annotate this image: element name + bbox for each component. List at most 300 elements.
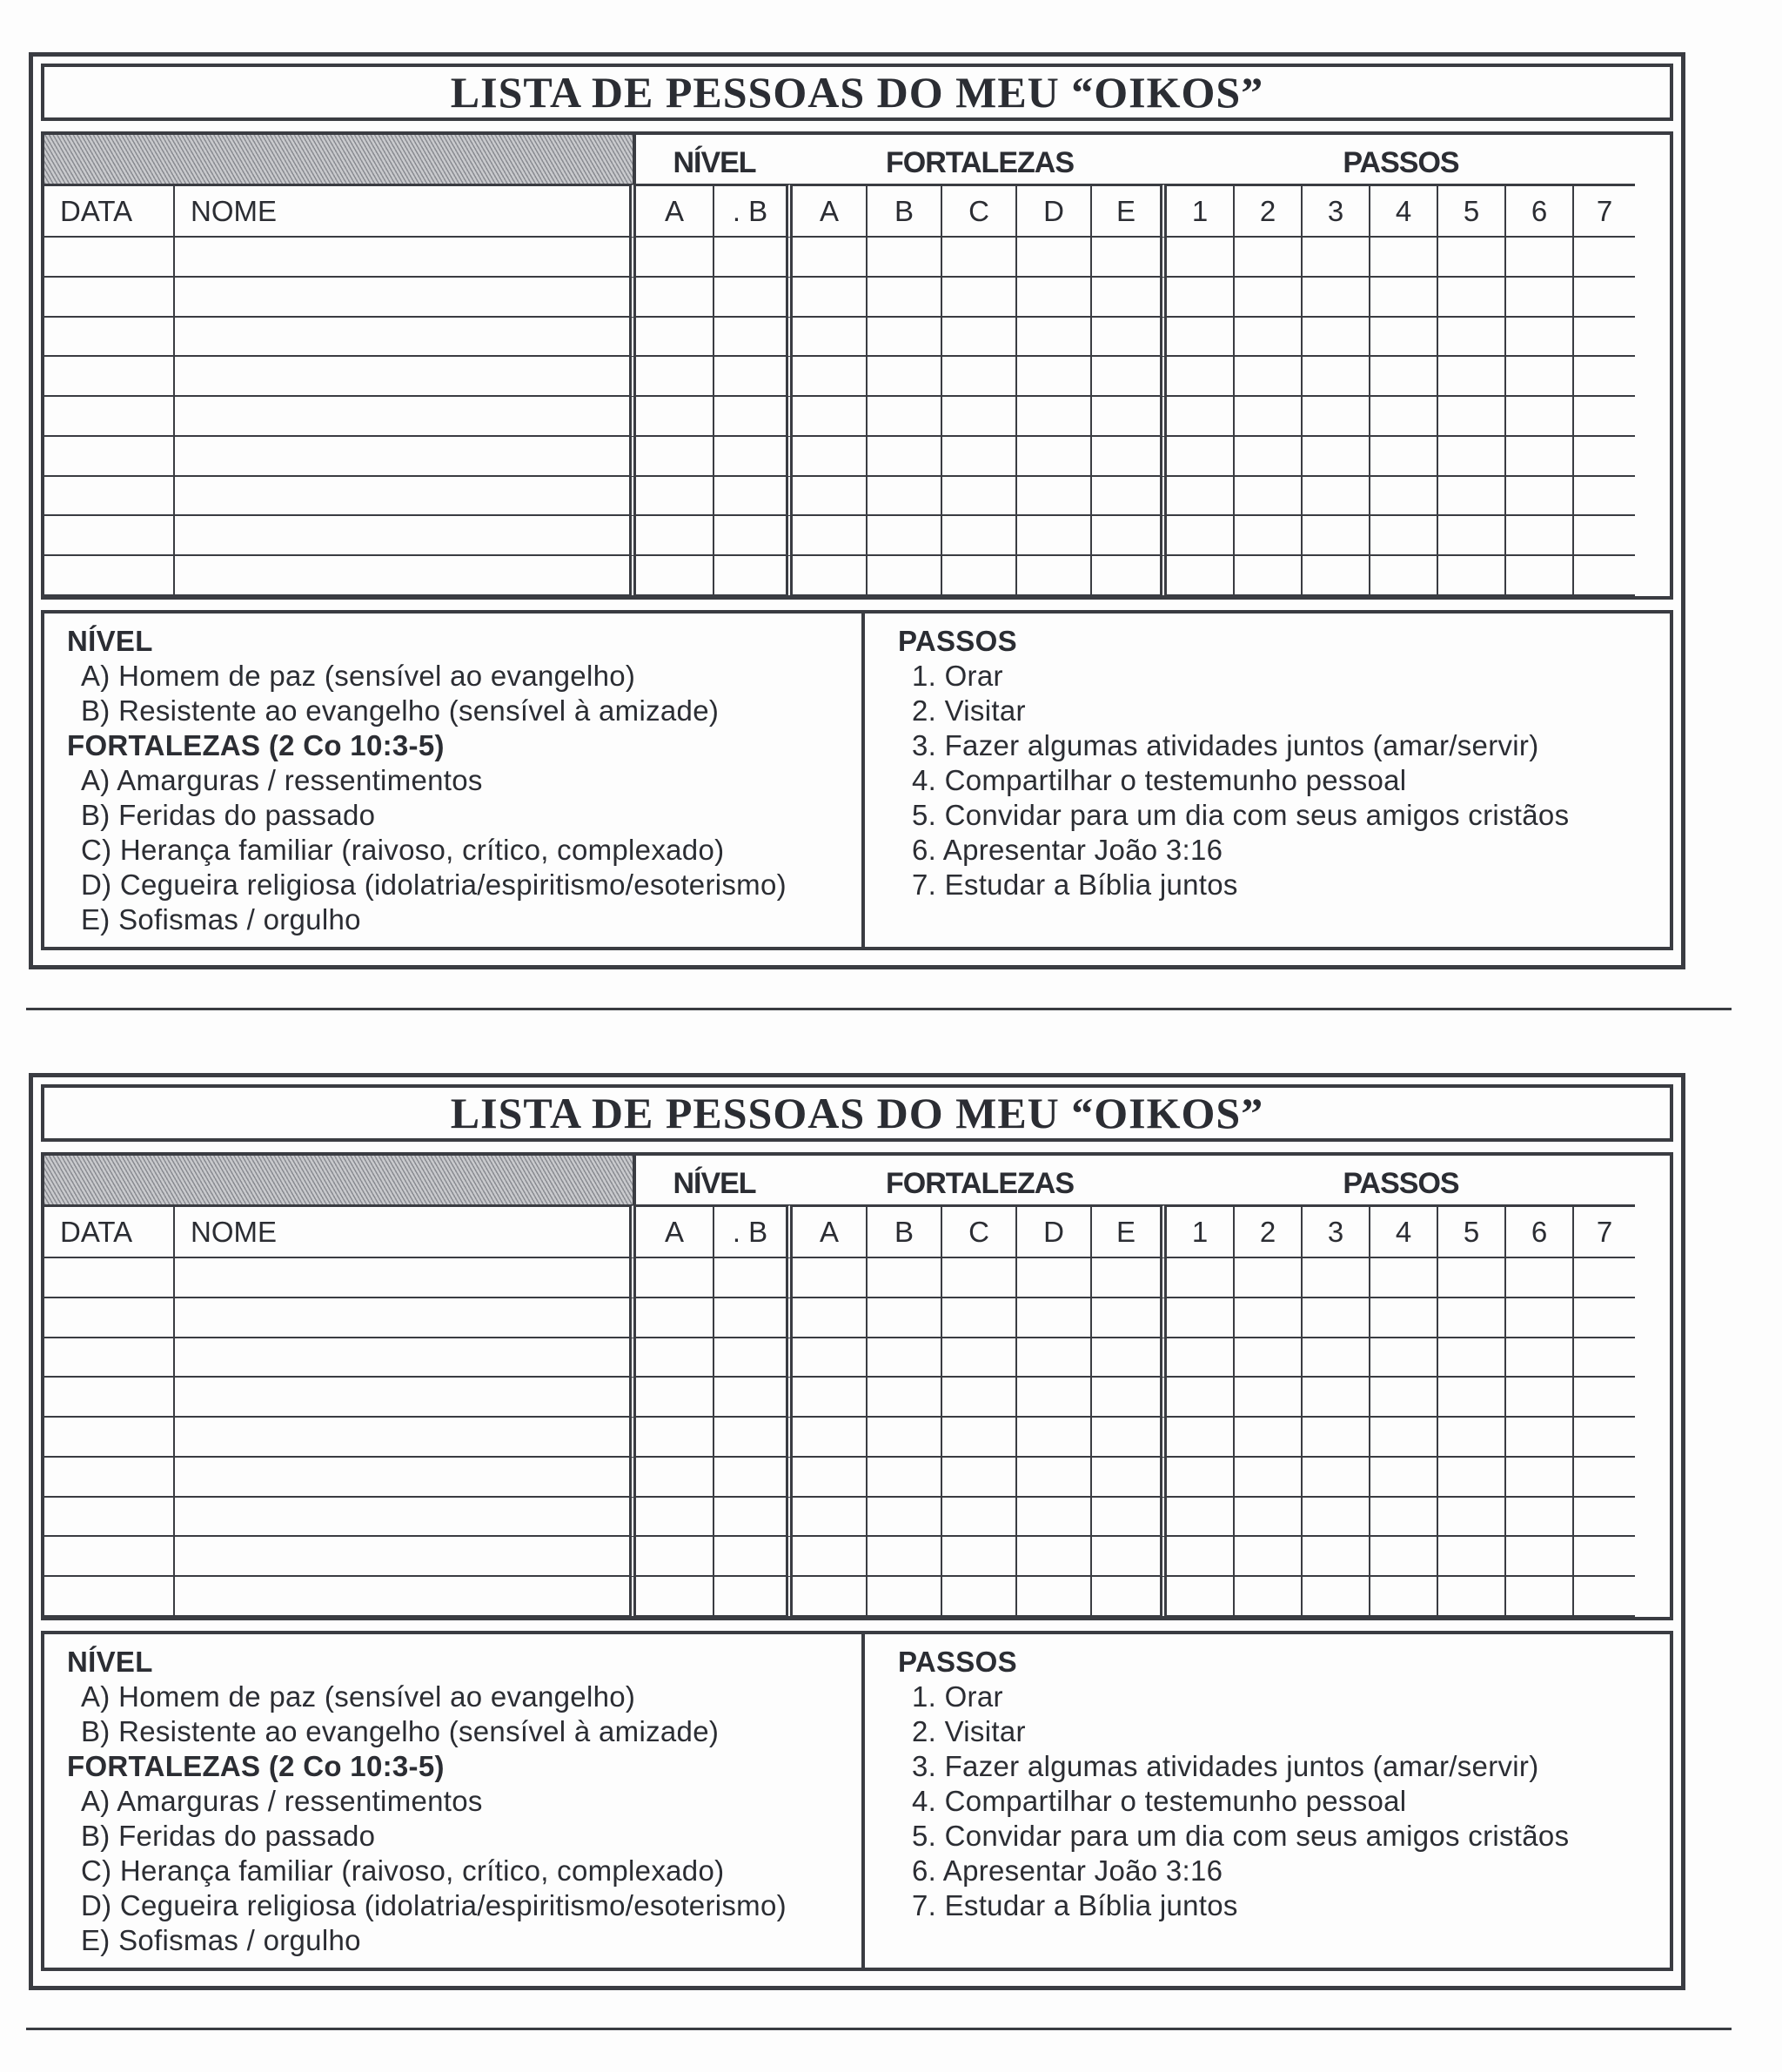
table-cell[interactable] <box>1017 357 1092 397</box>
table-cell[interactable] <box>1303 1498 1370 1538</box>
table-cell[interactable] <box>636 477 714 517</box>
table-cell[interactable] <box>44 1378 175 1418</box>
table-cell[interactable] <box>793 1298 868 1338</box>
table-cell[interactable] <box>1167 357 1235 397</box>
table-cell[interactable] <box>1092 1537 1167 1577</box>
table-cell[interactable] <box>1303 1418 1370 1458</box>
table-cell[interactable] <box>714 1577 793 1617</box>
table-cell[interactable] <box>868 1418 942 1458</box>
table-cell[interactable] <box>636 318 714 358</box>
table-cell[interactable] <box>175 516 636 556</box>
table-cell[interactable] <box>793 556 868 596</box>
table-cell[interactable] <box>636 238 714 278</box>
table-cell[interactable] <box>1303 238 1370 278</box>
table-cell[interactable] <box>175 1258 636 1298</box>
table-cell[interactable] <box>1303 397 1370 437</box>
table-cell[interactable] <box>1438 1577 1506 1617</box>
table-cell[interactable] <box>1370 1378 1438 1418</box>
table-cell[interactable] <box>1438 318 1506 358</box>
table-cell[interactable] <box>1506 1258 1574 1298</box>
legend-passos-item: 2. Visitar <box>912 1715 1026 1747</box>
table-cell[interactable] <box>1235 1577 1303 1617</box>
table-cell[interactable] <box>1235 1258 1303 1298</box>
table-cell[interactable] <box>636 556 714 596</box>
table-cell[interactable] <box>1017 1298 1092 1338</box>
table-cell[interactable] <box>714 1458 793 1498</box>
table-cell[interactable] <box>1092 357 1167 397</box>
table-cell[interactable] <box>44 1298 175 1338</box>
table-cell[interactable] <box>1167 278 1235 318</box>
table-cell[interactable] <box>1167 1418 1235 1458</box>
table-cell[interactable] <box>44 1577 175 1617</box>
table-cell[interactable] <box>1235 238 1303 278</box>
table-cell[interactable] <box>44 1418 175 1458</box>
table-cell[interactable] <box>1438 1378 1506 1418</box>
table-cell[interactable] <box>1574 1338 1635 1378</box>
table-cell[interactable] <box>1235 318 1303 358</box>
table-cell[interactable] <box>868 1498 942 1538</box>
table-cell[interactable] <box>1303 1298 1370 1338</box>
table-cell[interactable] <box>942 1298 1017 1338</box>
table-cell[interactable] <box>868 1298 942 1338</box>
table-cell[interactable] <box>1370 1418 1438 1458</box>
table-cell[interactable] <box>1438 238 1506 278</box>
table-cell[interactable] <box>1303 357 1370 397</box>
table-cell[interactable] <box>1167 556 1235 596</box>
table-cell[interactable] <box>175 477 636 517</box>
table-cell[interactable] <box>1303 1378 1370 1418</box>
table-cell[interactable] <box>175 1498 636 1538</box>
table-cell[interactable] <box>1017 1537 1092 1577</box>
table-cell[interactable] <box>868 1537 942 1577</box>
table-cell[interactable] <box>1017 1458 1092 1498</box>
table-cell[interactable] <box>793 238 868 278</box>
table-cell[interactable] <box>1370 477 1438 517</box>
table-cell[interactable] <box>175 357 636 397</box>
table-cell[interactable] <box>1092 238 1167 278</box>
table-cell[interactable] <box>1574 357 1635 397</box>
table-cell[interactable] <box>1438 516 1506 556</box>
table-cell[interactable] <box>1017 1498 1092 1538</box>
table-cell[interactable] <box>1574 1378 1635 1418</box>
table-cell[interactable] <box>1017 477 1092 517</box>
table-cell[interactable] <box>1574 278 1635 318</box>
table-cell[interactable] <box>1017 1577 1092 1617</box>
table-cell[interactable] <box>793 1577 868 1617</box>
table-cell[interactable] <box>942 1418 1017 1458</box>
table-cell[interactable] <box>1370 357 1438 397</box>
table-cell[interactable] <box>175 1418 636 1458</box>
table-cell[interactable] <box>44 397 175 437</box>
table-cell[interactable] <box>1438 357 1506 397</box>
table-cell[interactable] <box>793 318 868 358</box>
table-cell[interactable] <box>1370 278 1438 318</box>
table-cell[interactable] <box>942 1498 1017 1538</box>
table-cell[interactable] <box>636 1378 714 1418</box>
table-cell[interactable] <box>1167 397 1235 437</box>
table-cell[interactable] <box>1303 1338 1370 1378</box>
table-cell[interactable] <box>1506 477 1574 517</box>
table-cell[interactable] <box>942 357 1017 397</box>
table-cell[interactable] <box>868 1458 942 1498</box>
table-cell[interactable] <box>793 357 868 397</box>
table-cell[interactable] <box>1370 1258 1438 1298</box>
table-cell[interactable] <box>1506 238 1574 278</box>
table-cell[interactable] <box>1235 1537 1303 1577</box>
table-cell[interactable] <box>1235 1338 1303 1378</box>
table-cell[interactable] <box>1092 397 1167 437</box>
table-cell[interactable] <box>868 1378 942 1418</box>
table-cell[interactable] <box>868 1577 942 1617</box>
table-cell[interactable] <box>1438 1418 1506 1458</box>
table-cell[interactable] <box>1092 437 1167 477</box>
table-cell[interactable] <box>714 357 793 397</box>
table-cell[interactable] <box>44 477 175 517</box>
table-cell[interactable] <box>175 1537 636 1577</box>
table-cell[interactable] <box>1574 1298 1635 1338</box>
table-cell[interactable] <box>942 1537 1017 1577</box>
table-cell[interactable] <box>1167 1577 1235 1617</box>
table-cell[interactable] <box>636 1458 714 1498</box>
table-cell[interactable] <box>636 1498 714 1538</box>
table-cell[interactable] <box>793 397 868 437</box>
table-cell[interactable] <box>714 437 793 477</box>
table-cell[interactable] <box>1092 278 1167 318</box>
table-cell[interactable] <box>1092 1577 1167 1617</box>
table-cell[interactable] <box>1438 397 1506 437</box>
table-cell[interactable] <box>1235 397 1303 437</box>
table-cell[interactable] <box>868 437 942 477</box>
legend-fortalezas-item: A) Amarguras / ressentimentos <box>81 1785 483 1817</box>
table-cell[interactable] <box>1017 397 1092 437</box>
table-cell[interactable] <box>1506 318 1574 358</box>
table-cell[interactable] <box>1235 278 1303 318</box>
table-cell[interactable] <box>1574 1418 1635 1458</box>
table-cell[interactable] <box>1017 437 1092 477</box>
table-cell[interactable] <box>793 1418 868 1458</box>
table-cell[interactable] <box>1506 1418 1574 1458</box>
table-cell[interactable] <box>1506 278 1574 318</box>
table-cell[interactable] <box>175 1378 636 1418</box>
table-cell[interactable] <box>1092 1258 1167 1298</box>
table-cell[interactable] <box>636 1537 714 1577</box>
table-cell[interactable] <box>44 238 175 278</box>
table-cell[interactable] <box>942 437 1017 477</box>
table-cell[interactable] <box>1370 516 1438 556</box>
table-cell[interactable] <box>1235 1378 1303 1418</box>
table-cell[interactable] <box>868 477 942 517</box>
table-cell[interactable] <box>1370 1338 1438 1378</box>
table-cell[interactable] <box>636 278 714 318</box>
table-cell[interactable] <box>1574 1537 1635 1577</box>
table-cell[interactable] <box>1438 1298 1506 1338</box>
table-cell[interactable] <box>714 318 793 358</box>
table-cell[interactable] <box>44 1537 175 1577</box>
table-cell[interactable] <box>1370 1537 1438 1577</box>
table-cell[interactable] <box>714 278 793 318</box>
table-cell[interactable] <box>1235 516 1303 556</box>
table-cell[interactable] <box>793 516 868 556</box>
table-cell[interactable] <box>1235 357 1303 397</box>
table-cell[interactable] <box>868 278 942 318</box>
table-cell[interactable] <box>1017 238 1092 278</box>
table-cell[interactable] <box>868 397 942 437</box>
table-cell[interactable] <box>714 1418 793 1458</box>
table-cell[interactable] <box>1438 1537 1506 1577</box>
table-cell[interactable] <box>1167 1338 1235 1378</box>
table-cell[interactable] <box>1167 1258 1235 1298</box>
table-cell[interactable] <box>1574 238 1635 278</box>
table-cell[interactable] <box>942 238 1017 278</box>
table-cell[interactable] <box>1438 556 1506 596</box>
table-cell[interactable] <box>1370 1298 1438 1338</box>
table-cell[interactable] <box>1370 318 1438 358</box>
table-cell[interactable] <box>1017 556 1092 596</box>
table-cell[interactable] <box>175 1338 636 1378</box>
table-cell[interactable] <box>1574 556 1635 596</box>
table-cell[interactable] <box>1167 1378 1235 1418</box>
table-cell[interactable] <box>714 1498 793 1538</box>
table-cell[interactable] <box>1092 1298 1167 1338</box>
table-cell[interactable] <box>1303 1537 1370 1577</box>
table-cell[interactable] <box>1370 238 1438 278</box>
column-header: 6 <box>1506 184 1574 238</box>
table-cell[interactable] <box>1167 437 1235 477</box>
table-cell[interactable] <box>1506 1498 1574 1538</box>
table-cell[interactable] <box>1370 1458 1438 1498</box>
table-cell[interactable] <box>1167 477 1235 517</box>
legend-fortalezas-title: FORTALEZAS (2 Co 10:3-5) <box>67 729 445 761</box>
column-header: 3 <box>1303 184 1370 238</box>
table-cell[interactable] <box>714 1537 793 1577</box>
table-cell[interactable] <box>1370 556 1438 596</box>
group-header-fortalezas: FORTALEZAS <box>885 146 1074 179</box>
table-cell[interactable] <box>1235 1418 1303 1458</box>
table-cell[interactable] <box>1017 1338 1092 1378</box>
table-cell[interactable] <box>175 1298 636 1338</box>
table-cell[interactable] <box>942 1378 1017 1418</box>
table-cell[interactable] <box>175 556 636 596</box>
table-cell[interactable] <box>1235 437 1303 477</box>
table-cell[interactable] <box>942 477 1017 517</box>
table-cell[interactable] <box>1017 318 1092 358</box>
oikos-form-1 <box>29 52 1685 969</box>
table-cell[interactable] <box>793 278 868 318</box>
table-cell[interactable] <box>714 477 793 517</box>
table-cell[interactable] <box>793 1498 868 1538</box>
table-cell[interactable] <box>793 1258 868 1298</box>
table-cell[interactable] <box>1370 1577 1438 1617</box>
table-cell[interactable] <box>1370 397 1438 437</box>
table-cell[interactable] <box>1370 437 1438 477</box>
table-cell[interactable] <box>1303 318 1370 358</box>
table-cell[interactable] <box>636 516 714 556</box>
table-cell[interactable] <box>636 1338 714 1378</box>
table-cell[interactable] <box>44 357 175 397</box>
table-cell[interactable] <box>175 318 636 358</box>
table-cell[interactable] <box>1167 516 1235 556</box>
table-cell[interactable] <box>793 1537 868 1577</box>
table-cell[interactable] <box>44 278 175 318</box>
table-cell[interactable] <box>1167 238 1235 278</box>
table-cell[interactable] <box>1574 437 1635 477</box>
column-header: 5 <box>1438 1204 1506 1258</box>
table-cell[interactable] <box>1167 1498 1235 1538</box>
table-cell[interactable] <box>1092 1498 1167 1538</box>
table-cell[interactable] <box>714 1258 793 1298</box>
table-cell[interactable] <box>714 1378 793 1418</box>
table-cell[interactable] <box>1303 556 1370 596</box>
table-cell[interactable] <box>868 1258 942 1298</box>
table-cell[interactable] <box>714 1338 793 1378</box>
table-cell[interactable] <box>942 1338 1017 1378</box>
table-cell[interactable] <box>1167 1458 1235 1498</box>
table-cell[interactable] <box>942 278 1017 318</box>
table-cell[interactable] <box>1506 397 1574 437</box>
table-cell[interactable] <box>636 1298 714 1338</box>
table-cell[interactable] <box>175 1577 636 1617</box>
table-cell[interactable] <box>1303 437 1370 477</box>
table-cell[interactable] <box>1506 1338 1574 1378</box>
table-cell[interactable] <box>1092 477 1167 517</box>
table-cell[interactable] <box>942 556 1017 596</box>
table-cell[interactable] <box>44 1498 175 1538</box>
table-cell[interactable] <box>868 238 942 278</box>
table-cell[interactable] <box>1235 477 1303 517</box>
table-cell[interactable] <box>1017 1418 1092 1458</box>
table-cell[interactable] <box>1574 1458 1635 1498</box>
table-cell[interactable] <box>1574 1577 1635 1617</box>
table-cell[interactable] <box>1438 1458 1506 1498</box>
table-cell[interactable] <box>636 397 714 437</box>
table-cell[interactable] <box>793 1378 868 1418</box>
table-cell[interactable] <box>1506 1537 1574 1577</box>
table-cell[interactable] <box>1506 1458 1574 1498</box>
table-cell[interactable] <box>1017 1258 1092 1298</box>
table-cell[interactable] <box>942 1577 1017 1617</box>
table-cell[interactable] <box>793 1458 868 1498</box>
table-cell[interactable] <box>1017 516 1092 556</box>
table-cell[interactable] <box>1438 1498 1506 1538</box>
table-cell[interactable] <box>714 556 793 596</box>
table-cell[interactable] <box>1574 397 1635 437</box>
legend-right <box>865 614 1670 947</box>
table-cell[interactable] <box>175 1458 636 1498</box>
table-cell[interactable] <box>636 437 714 477</box>
table-cell[interactable] <box>1303 278 1370 318</box>
table-cell[interactable] <box>1167 1298 1235 1338</box>
table-cell[interactable] <box>942 516 1017 556</box>
table-cell[interactable] <box>868 357 942 397</box>
table-cell[interactable] <box>175 278 636 318</box>
table-cell[interactable] <box>1235 1298 1303 1338</box>
table-cell[interactable] <box>1092 1378 1167 1418</box>
table-cell[interactable] <box>636 1418 714 1458</box>
table-cell[interactable] <box>1235 1498 1303 1538</box>
table-cell[interactable] <box>942 1458 1017 1498</box>
table-cell[interactable] <box>1574 516 1635 556</box>
table-cell[interactable] <box>1438 278 1506 318</box>
table-cell[interactable] <box>1235 556 1303 596</box>
people-grid <box>44 1156 1670 1617</box>
table-cell[interactable] <box>1506 357 1574 397</box>
table-cell[interactable] <box>868 1338 942 1378</box>
table-cell[interactable] <box>1092 556 1167 596</box>
table-cell[interactable] <box>1092 1458 1167 1498</box>
table-cell[interactable] <box>44 437 175 477</box>
table-cell[interactable] <box>1574 1498 1635 1538</box>
table-cell[interactable] <box>1574 477 1635 517</box>
table-cell[interactable] <box>1506 516 1574 556</box>
table-cell[interactable] <box>636 1577 714 1617</box>
table-cell[interactable] <box>1574 1258 1635 1298</box>
table-cell[interactable] <box>44 1258 175 1298</box>
table-cell[interactable] <box>942 1258 1017 1298</box>
table-cell[interactable] <box>1167 318 1235 358</box>
table-cell[interactable] <box>1438 437 1506 477</box>
table-cell[interactable] <box>1303 1577 1370 1617</box>
table-cell[interactable] <box>1303 477 1370 517</box>
table-cell[interactable] <box>1506 556 1574 596</box>
table-cell[interactable] <box>868 556 942 596</box>
table-cell[interactable] <box>714 1298 793 1338</box>
column-header: B <box>868 1204 942 1258</box>
table-cell[interactable] <box>868 318 942 358</box>
table-cell[interactable] <box>714 238 793 278</box>
table-cell[interactable] <box>1438 477 1506 517</box>
table-cell[interactable] <box>175 397 636 437</box>
table-cell[interactable] <box>175 238 636 278</box>
table-cell[interactable] <box>1235 1458 1303 1498</box>
table-cell[interactable] <box>44 1458 175 1498</box>
table-cell[interactable] <box>1303 516 1370 556</box>
table-cell[interactable] <box>942 318 1017 358</box>
table-cell[interactable] <box>1092 1418 1167 1458</box>
table-cell[interactable] <box>1303 1258 1370 1298</box>
table-cell[interactable] <box>1506 437 1574 477</box>
table-cell[interactable] <box>636 1258 714 1298</box>
table-cell[interactable] <box>793 437 868 477</box>
table-cell[interactable] <box>44 318 175 358</box>
table-cell[interactable] <box>1506 1577 1574 1617</box>
table-cell[interactable] <box>44 516 175 556</box>
table-cell[interactable] <box>1092 516 1167 556</box>
table-cell[interactable] <box>1092 1338 1167 1378</box>
table-cell[interactable] <box>1506 1378 1574 1418</box>
table-cell[interactable] <box>44 556 175 596</box>
table-cell[interactable] <box>1438 1258 1506 1298</box>
table-cell[interactable] <box>793 477 868 517</box>
table-cell[interactable] <box>1167 1537 1235 1577</box>
table-cell[interactable] <box>714 516 793 556</box>
table-cell[interactable] <box>1017 1378 1092 1418</box>
table-cell[interactable] <box>1370 1498 1438 1538</box>
table-cell[interactable] <box>714 397 793 437</box>
table-cell[interactable] <box>175 437 636 477</box>
table-cell[interactable] <box>636 357 714 397</box>
table-cell[interactable] <box>1303 1458 1370 1498</box>
table-cell[interactable] <box>1574 318 1635 358</box>
table-cell[interactable] <box>942 397 1017 437</box>
table-cell[interactable] <box>44 1338 175 1378</box>
table-cell[interactable] <box>868 516 942 556</box>
table-cell[interactable] <box>1438 1338 1506 1378</box>
people-grid <box>44 135 1670 596</box>
table-cell[interactable] <box>1506 1298 1574 1338</box>
table-cell[interactable] <box>1017 278 1092 318</box>
table-cell[interactable] <box>793 1338 868 1378</box>
table-cell[interactable] <box>1092 318 1167 358</box>
